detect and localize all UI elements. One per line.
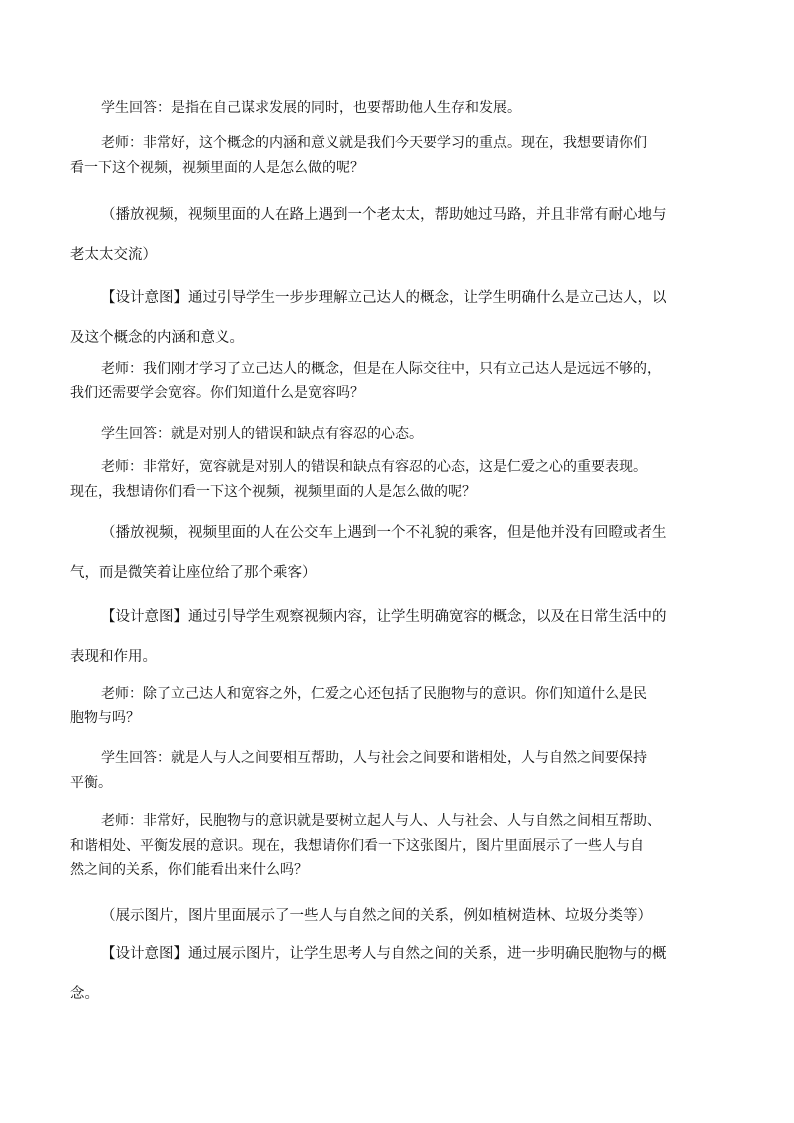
teacher-remark-4 [70,683,732,731]
text-line: 我们还需要学会宽容。你们知道什么是宽容吗？ [70,384,364,401]
text-line: 学生回答：是指在自己谋求发展的同时，也要帮助他人生存和发展。 [101,100,521,116]
design-intent-3 [70,935,732,1015]
text-line: 念。 [70,985,99,1002]
text-line: （播放视频，视频里面的人在路上遇到一个老太太，帮助她过马路，并且非常有耐心地与 [101,207,667,223]
text-line: 看一下这个视频，视频里面的人是怎么做的呢？ [70,159,364,176]
text-line: （播放视频，视频里面的人在公交车上遇到一个不礼貌的乘客，但是他并没有回瞪或者生 [101,525,667,541]
text-line: 表现和作用。 [70,648,157,665]
teacher-remark-3 [70,455,732,504]
teacher-remark-1 [70,131,732,180]
text-line: 老太太交流） [70,246,157,263]
design-intent-2 [70,598,732,678]
text-line: 和谐相处、平衡发展的意识。现在，我想请你们看一下这张图片，图片里面展示了一些人与自 [70,837,644,854]
student-answer-2 [70,424,732,444]
text-line: 老师：我们刚才学习了立己达人的概念，但是在人际交往中，只有立己达人是远远不够的， [101,361,661,377]
video-description-2 [70,514,732,594]
video-description-1 [70,196,732,276]
teacher-remark-2 [70,358,732,406]
text-line: 然之间的关系，你们能看出来什么吗？ [70,862,308,878]
text-line: 老师：除了立己达人和宽容之外，仁爱之心还包括了民胞物与的意识。你们知道什么是民 [101,686,647,702]
text-line: 老师：非常好，民胞物与的意识就是要树立起人与人、人与社会、人与自然之间相互帮助、 [101,813,661,829]
text-line: 及这个概念的内涵和意义。 [70,329,244,346]
student-answer-3 [70,746,732,795]
text-line: 胞物与吗？ [70,709,140,726]
text-line: 气，而是微笑着让座位给了那个乘客） [70,564,317,581]
design-intent-1 [70,279,732,359]
image-description [70,906,732,927]
text-line: （展示图片，图片里面展示了一些人与自然之间的关系，例如植树造林、垃圾分类等） [101,908,652,924]
teacher-remark-5 [70,809,732,883]
text-line: 老师：非常好，宽容就是对别人的错误和缺点有容忍的心态，这是仁爱之心的重要表现。 [101,459,647,475]
text-line: 【设计意图】通过引导学生观察视频内容，让学生明确宽容的概念，以及在日常生活中的 [101,609,667,625]
text-line: 现在，我想请你们看一下这个视频，视频里面的人是怎么做的呢？ [70,483,476,500]
text-line: 【设计意图】通过引导学生一步步理解立己达人的概念，让学生明确什么是立己达人，以 [101,290,667,306]
student-answer-1 [70,98,732,118]
text-line: 平衡。 [70,774,112,791]
text-line: 【设计意图】通过展示图片，让学生思考人与自然之间的关系，进一步明确民胞物与的概 [101,946,667,962]
text-line: 学生回答：就是人与人之间要相互帮助，人与社会之间要和谐相处，人与自然之间要保持 [101,750,647,766]
text-line: 学生回答：就是对别人的错误和缺点有容忍的心态。 [101,426,423,442]
text-line: 老师：非常好，这个概念的内涵和意义就是我们今天要学习的重点。现在，我想要请你们 [101,135,647,151]
